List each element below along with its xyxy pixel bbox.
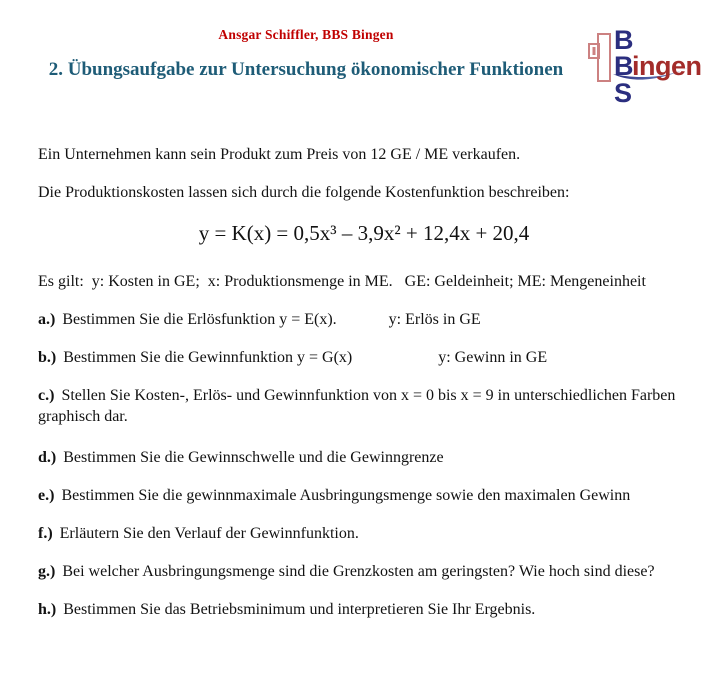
task-a xyxy=(38,309,708,330)
task-c xyxy=(38,385,708,427)
bbs-bingen-logo-icon xyxy=(586,24,704,106)
task-g-label: g.) xyxy=(38,563,56,580)
worksheet-body xyxy=(0,144,728,620)
task-g xyxy=(38,561,708,582)
intro-paragraph-costs: Die Produktionskosten lassen sich durch die folgende Kostenfunktion beschreiben: xyxy=(38,184,570,201)
tower-icon xyxy=(589,34,610,81)
header-text-column xyxy=(0,26,612,82)
task-e-text: Bestimmen Sie die gewinnmaximale Ausbringungsmenge sowie den maximalen Gewinn xyxy=(61,487,631,504)
task-h-text: Bestimmen Sie das Betriebsminimum und interpretieren Sie Ihr Ergebnis. xyxy=(63,601,536,618)
intro-paragraph-price: Ein Unternehmen kann sein Produkt zum Preis von 12 GE / ME verkaufen. xyxy=(38,146,521,163)
task-e xyxy=(38,485,708,506)
task-b-text: Bestimmen Sie die Gewinnfunktion y = G(x) xyxy=(63,349,353,366)
author-line: Ansgar Schiffler, BBS Bingen xyxy=(218,27,394,42)
definitions-line: Es gilt: y: Kosten in GE; x: Produktionsmenge in ME. GE: Geldeinheit; ME: Mengeneinheit xyxy=(38,273,646,290)
task-f-text: Erläutern Sie den Verlauf der Gewinnfunktion. xyxy=(59,525,359,542)
task-g-text: Bei welcher Ausbringungsmenge sind die Grenzkosten am geringsten? Wie hoch sind diese? xyxy=(62,563,655,580)
header xyxy=(0,0,728,106)
task-e-label: e.) xyxy=(38,487,55,504)
task-b-label: b.) xyxy=(38,349,57,366)
task-d-text: Bestimmen Sie die Gewinnschwelle und die Gewinngrenze xyxy=(63,449,444,466)
logo-word-ingen: ingen xyxy=(632,51,702,81)
task-f-label: f.) xyxy=(38,525,53,542)
cost-function-formula: y = K(x) = 0,5x³ – 3,9x² + 12,4x + 20,4 xyxy=(198,221,530,245)
task-a-text: Bestimmen Sie die Erlösfunktion y = E(x). xyxy=(62,311,337,328)
bbs-bingen-logo xyxy=(586,24,704,106)
logo-letter-s-bottom: S xyxy=(614,78,633,106)
task-d-label: d.) xyxy=(38,449,57,466)
task-c-text: Stellen Sie Kosten-, Erlös- und Gewinnfunktion von x = 0 bis x = 9 in unterschiedlichen Farben graphisch dar. xyxy=(38,387,676,425)
logo-letter-b-top: B xyxy=(614,25,634,55)
logo-letter-b-mid: B xyxy=(614,51,634,81)
task-b-note: y: Gewinn in GE xyxy=(438,349,548,366)
task-d xyxy=(38,447,708,468)
task-a-note: y: Erlös in GE xyxy=(388,311,481,328)
task-h xyxy=(38,599,708,620)
task-h-label: h.) xyxy=(38,601,57,618)
task-c-label: c.) xyxy=(38,387,55,404)
task-b xyxy=(38,347,708,368)
task-a-label: a.) xyxy=(38,311,56,328)
task-f xyxy=(38,523,708,544)
page-title: 2. Übungsaufgabe zur Untersuchung ökonomischer Funktionen xyxy=(48,59,564,80)
